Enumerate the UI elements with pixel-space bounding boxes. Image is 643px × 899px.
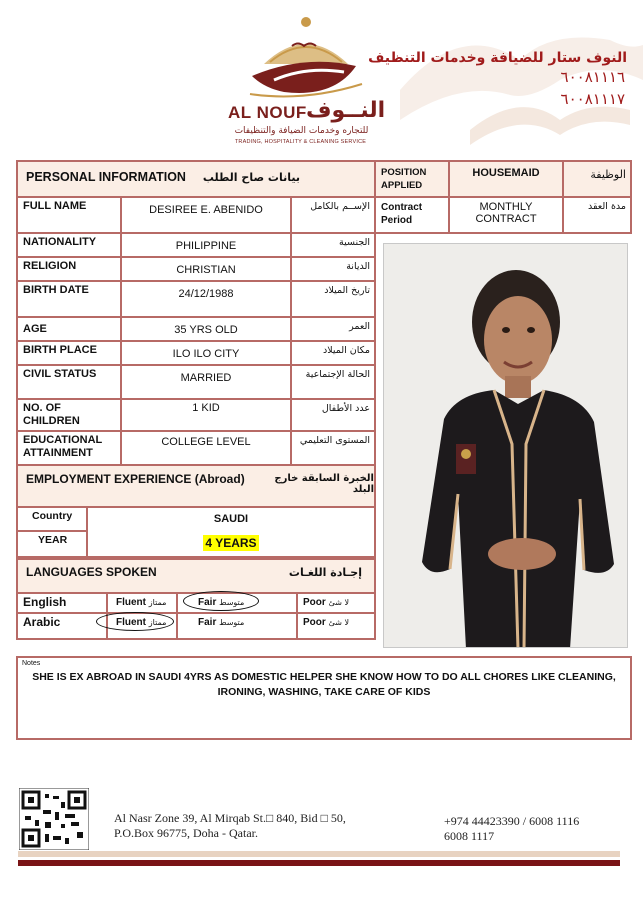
nationality-value-cell [120, 232, 292, 258]
age-value-cell [120, 316, 292, 342]
religion-label-cell [16, 256, 122, 282]
row-label: BIRTH DATE [23, 284, 89, 296]
logo-subtitle-en: TRADING, HOSPITALITY & CLEANING SERVICE [234, 139, 367, 145]
position-value: HOUSEMAID [472, 167, 540, 179]
qr-code-icon [19, 788, 89, 850]
row-label: CIVIL STATUS [23, 368, 97, 380]
level-label-ar: متوسط [219, 598, 245, 607]
logo-text-en: AL NOUF [228, 103, 307, 122]
row-label-ar: الإســم بالكامل [310, 201, 370, 212]
level-label-ar: ممتاز [148, 618, 167, 627]
personal-info-title-ar: بيانات صاح الطلب [202, 171, 300, 184]
year-label: YEAR [38, 534, 68, 546]
birth-date-label-cell [16, 280, 122, 318]
birth-place-ar-cell [290, 340, 376, 366]
applicant-photo [383, 243, 628, 648]
position-label-ar: الوظيفة [590, 168, 626, 181]
arabic-fluent-selected-mark [96, 612, 174, 631]
level-label-ar: لا شئ [328, 618, 350, 627]
level-label: Fluent [116, 617, 146, 628]
position-label: POSITION APPLIED [381, 167, 427, 191]
footer-divider-dark [18, 860, 620, 866]
level-fluent-cell [106, 592, 178, 614]
level-label: Poor [303, 617, 326, 628]
applicant-photo-icon [384, 244, 628, 648]
year-value: 4 YEARS [205, 536, 257, 550]
level-poor-cell [296, 592, 376, 614]
level-label-ar: لا شئ [328, 598, 350, 607]
level-poor-cell [296, 612, 376, 640]
logo-text-ar: النــوف [306, 98, 386, 123]
position-value-cell [448, 160, 564, 198]
row-value: MARRIED [180, 372, 232, 384]
level-label: Fluent [116, 597, 146, 608]
language-name: Arabic [23, 615, 61, 629]
civil-status-value-cell [120, 364, 292, 400]
notes-label: Notes [22, 660, 41, 667]
level-label: Fair [198, 617, 217, 628]
row-label: AGE [23, 323, 47, 335]
languages-header [16, 558, 376, 594]
footer-divider-light [18, 851, 620, 857]
row-label-ar: الحالة الإجتماعية [305, 369, 370, 380]
row-label-ar: الجنسية [339, 237, 370, 248]
row-label-ar: عدد الأطفال [321, 403, 370, 414]
level-fair-cell [176, 612, 298, 640]
country-label-cell [16, 506, 88, 532]
row-value: PHILIPPINE [175, 240, 237, 252]
personal-info-header [16, 160, 376, 198]
education-value-cell [120, 430, 292, 466]
notes-text: SHE IS EX ABROAD IN SAUDI 4YRS AS DOMESTIC HELPER SHE KNOW HOW TO DO ALL CHORES LIKE CLEANING, IRONING, WASHING, TAKE CARE OF KIDS [32, 671, 616, 698]
english-fair-selected-mark [183, 591, 259, 611]
position-label-cell [374, 160, 450, 198]
country-label: Country [32, 510, 73, 522]
contract-label-cell [374, 196, 450, 234]
education-ar-cell [290, 430, 376, 466]
row-label-ar: تاريخ الميلاد [324, 285, 370, 296]
level-label: Fair [198, 597, 217, 608]
row-value: COLLEGE LEVEL [161, 436, 251, 448]
company-name-ar: النوف ستار للضيافة وخدمات التنظيف [368, 50, 627, 66]
children-value-cell [120, 398, 292, 432]
level-label-ar: متوسط [219, 618, 245, 627]
nationality-label-cell [16, 232, 122, 258]
row-label: NO. OF CHILDREN [23, 402, 80, 427]
age-ar-cell [290, 316, 376, 342]
education-label-cell [16, 430, 122, 466]
children-label-cell [16, 398, 122, 432]
country-value-cell [86, 506, 376, 532]
religion-value-cell [120, 256, 292, 282]
row-label: NATIONALITY [23, 236, 97, 248]
row-value: 24/12/1988 [178, 288, 234, 300]
language-name: English [23, 595, 67, 609]
notes-box [16, 656, 632, 740]
row-value: CHRISTIAN [176, 264, 236, 276]
birth-place-value-cell [120, 340, 292, 366]
footer-phone-2: 6008 1117 [444, 829, 495, 843]
language-english-cell [16, 592, 108, 614]
personal-info-title: PERSONAL INFORMATION [26, 170, 186, 184]
children-ar-cell [290, 398, 376, 432]
civil-status-ar-cell [290, 364, 376, 400]
row-label: RELIGION [23, 260, 77, 272]
language-arabic-cell [16, 612, 108, 640]
level-label: Poor [303, 597, 326, 608]
nationality-ar-cell [290, 232, 376, 258]
contract-value-cell [448, 196, 564, 234]
row-label-ar: الديانة [346, 261, 370, 272]
country-value: SAUDI [213, 513, 249, 525]
level-label-ar: ممتاز [148, 598, 167, 607]
position-ar-cell [562, 160, 632, 198]
row-value: 35 YRS OLD [174, 324, 238, 336]
year-value-cell [86, 530, 376, 558]
full-name-label-cell [16, 196, 122, 234]
row-label-ar: العمر [349, 321, 370, 332]
phone-number-ar: ٦٠٠٨١١١٧ [560, 90, 625, 108]
religion-ar-cell [290, 256, 376, 282]
birth-date-value-cell [120, 280, 292, 318]
row-value: ILO ILO CITY [172, 348, 240, 360]
civil-status-label-cell [16, 364, 122, 400]
row-label: FULL NAME [23, 200, 87, 212]
contract-label: Contract Period [381, 202, 423, 226]
employment-title: EMPLOYMENT EXPERIENCE (Abroad) [26, 472, 245, 486]
birth-place-label-cell [16, 340, 122, 366]
languages-title: LANGUAGES SPOKEN [26, 565, 157, 579]
full-name-ar-cell [290, 196, 376, 234]
row-label-ar: مكان الميلاد [322, 345, 370, 356]
full-name-value-cell [120, 196, 292, 234]
row-label-ar: المستوى التعليمي [299, 435, 370, 446]
row-value: DESIREE E. ABENIDO [149, 204, 263, 216]
languages-title-ar: إجـادة اللغـات [288, 566, 362, 579]
logo-subtitle-ar: للتجاره وخدمات الضيافة والتنظيفات [234, 126, 369, 136]
footer-phone-1: +974 44423390 / 6008 1116 [444, 814, 580, 828]
contract-value: MONTHLY CONTRACT [475, 201, 537, 225]
birth-date-ar-cell [290, 280, 376, 318]
address-line-2: P.O.Box 96775, Doha - Qatar. [114, 826, 258, 840]
row-value: 1 KID [192, 402, 220, 414]
contract-label-ar: مدة العقد [588, 201, 626, 212]
age-label-cell [16, 316, 122, 342]
address-line-1: Al Nasr Zone 39, Al Mirqab St.□ 840, Bid □ 50, [114, 811, 346, 825]
phone-number-ar: ٦٠٠٨١١١٦ [560, 68, 625, 86]
year-label-cell [16, 530, 88, 558]
company-logo-icon [244, 14, 368, 106]
row-label: BIRTH PLACE [23, 344, 97, 356]
contract-ar-cell [562, 196, 632, 234]
row-label: EDUCATIONAL ATTAINMENT [23, 434, 103, 459]
employment-header [16, 464, 376, 508]
employment-title-ar: الخبرة السابقة خارج البلد [274, 473, 374, 495]
